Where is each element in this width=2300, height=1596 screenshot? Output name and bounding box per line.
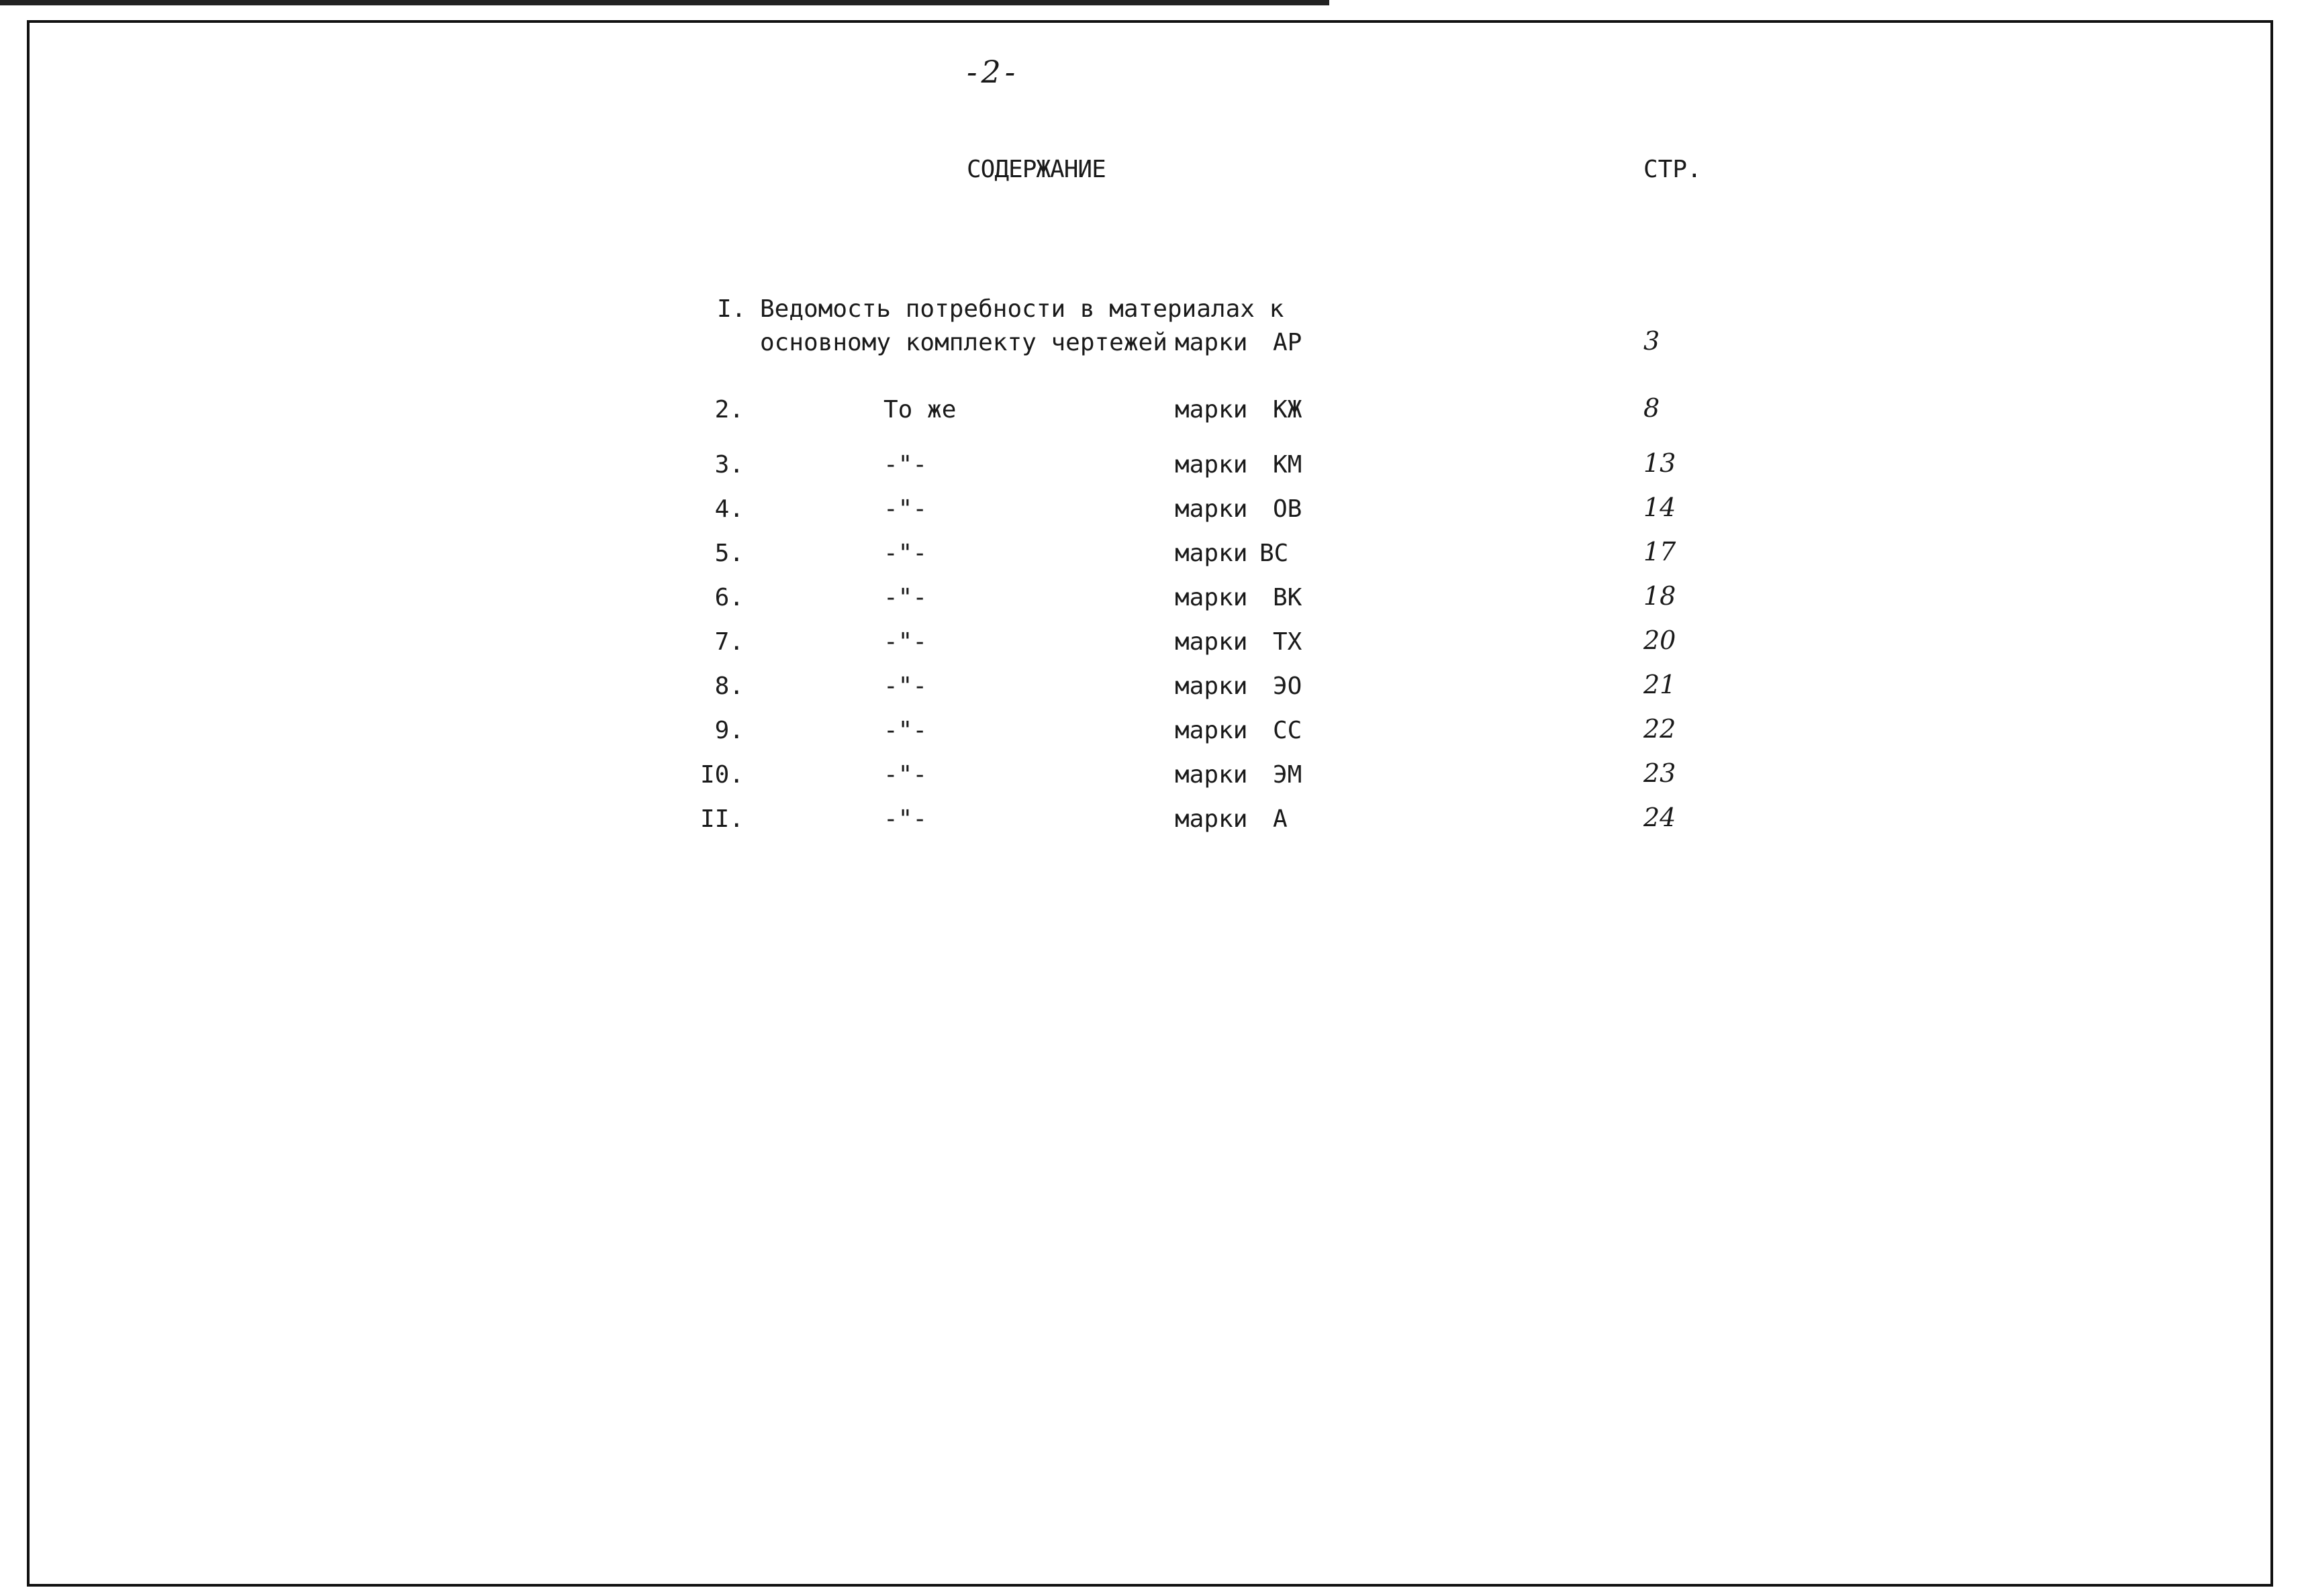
entry-number: II.: [700, 805, 744, 833]
entry-description: -"-: [883, 451, 928, 479]
entry-number: 9.: [714, 717, 744, 744]
entry-description: То же: [883, 396, 957, 423]
entry-description: -"-: [883, 628, 928, 656]
mark-label: марки: [1175, 495, 1248, 523]
entry-number: 4.: [714, 495, 744, 523]
entry-number: I0.: [700, 761, 744, 789]
mark-code: КМ: [1273, 451, 1302, 479]
entry-page: 22: [1643, 714, 1676, 744]
mark-code: ТХ: [1273, 628, 1302, 656]
toc-entry: [0, 537, 2300, 573]
entry-page: 3: [1643, 326, 1660, 356]
toc-entry: [0, 805, 2300, 839]
entry-description: Ведомость потребности в материалах к: [760, 295, 1284, 323]
toc-entry: [0, 581, 2300, 617]
toc-entry: [0, 758, 2300, 795]
scan-edge: [0, 0, 1329, 5]
mark-label: марки: [1175, 717, 1248, 744]
entry-number: I.: [717, 295, 747, 323]
entry-page: 18: [1643, 581, 1676, 611]
entry-description: -"-: [883, 540, 928, 567]
entry-number: 5.: [714, 540, 744, 567]
page-number: -2-: [967, 54, 1020, 90]
toc-entry: [0, 448, 2300, 485]
entry-page: 20: [1643, 626, 1676, 655]
entry-number: 8.: [714, 672, 744, 700]
entry-description: -"-: [883, 717, 928, 744]
mark-code: АР: [1273, 329, 1302, 356]
mark-code: ВК: [1273, 584, 1302, 611]
entry-page: 14: [1643, 493, 1676, 522]
mark-code: ЭМ: [1273, 761, 1302, 789]
toc-entry: [0, 495, 2300, 529]
sheet-frame: [27, 20, 2273, 1587]
entry-page: 17: [1643, 537, 1676, 566]
mark-label: марки: [1175, 628, 1248, 656]
entry-number: 7.: [714, 628, 744, 656]
entry-description: -"-: [883, 672, 928, 700]
mark-code: ОВ: [1273, 495, 1302, 523]
mark-code: СС: [1273, 717, 1302, 744]
entry-description: -"-: [883, 495, 928, 523]
entry-number: 2.: [714, 396, 744, 423]
mark-code: А: [1273, 805, 1288, 833]
mark-label: марки: [1175, 396, 1248, 423]
mark-code: ВС: [1259, 540, 1289, 567]
entry-1-line1: [717, 295, 1284, 323]
entry-page: 21: [1643, 670, 1676, 699]
entry-page: 23: [1643, 758, 1676, 788]
mark-code: ЭО: [1273, 672, 1302, 700]
entry-description: -"-: [883, 761, 928, 789]
entry-description: -"-: [883, 584, 928, 611]
entry-page: 13: [1643, 448, 1676, 478]
mark-label: марки: [1175, 584, 1248, 611]
toc-entry: [0, 714, 2300, 750]
entry-number: 6.: [714, 584, 744, 611]
mark-code: КЖ: [1273, 396, 1302, 423]
entry-page: 8: [1643, 393, 1660, 423]
mark-label: марки: [1175, 805, 1248, 833]
entry-description-cont: основному комплекту чертежей: [760, 329, 1167, 356]
toc-entry: [0, 672, 2300, 706]
mark-label: марки: [1175, 672, 1248, 700]
entry-page: 24: [1643, 803, 1676, 832]
entry-description: -"-: [883, 805, 928, 833]
mark-label: марки: [1175, 540, 1248, 567]
page-column-header: СТР.: [1643, 156, 1702, 183]
mark-label: марки: [1175, 451, 1248, 479]
mark-label: марки: [1175, 761, 1248, 789]
toc-entry: [0, 628, 2300, 662]
entry-number: 3.: [714, 451, 744, 479]
toc-title: СОДЕРЖАНИЕ: [967, 156, 1106, 183]
entry-1-line2: [0, 326, 2300, 362]
mark-label: марки: [1175, 329, 1248, 356]
toc-entry: [0, 393, 2300, 430]
